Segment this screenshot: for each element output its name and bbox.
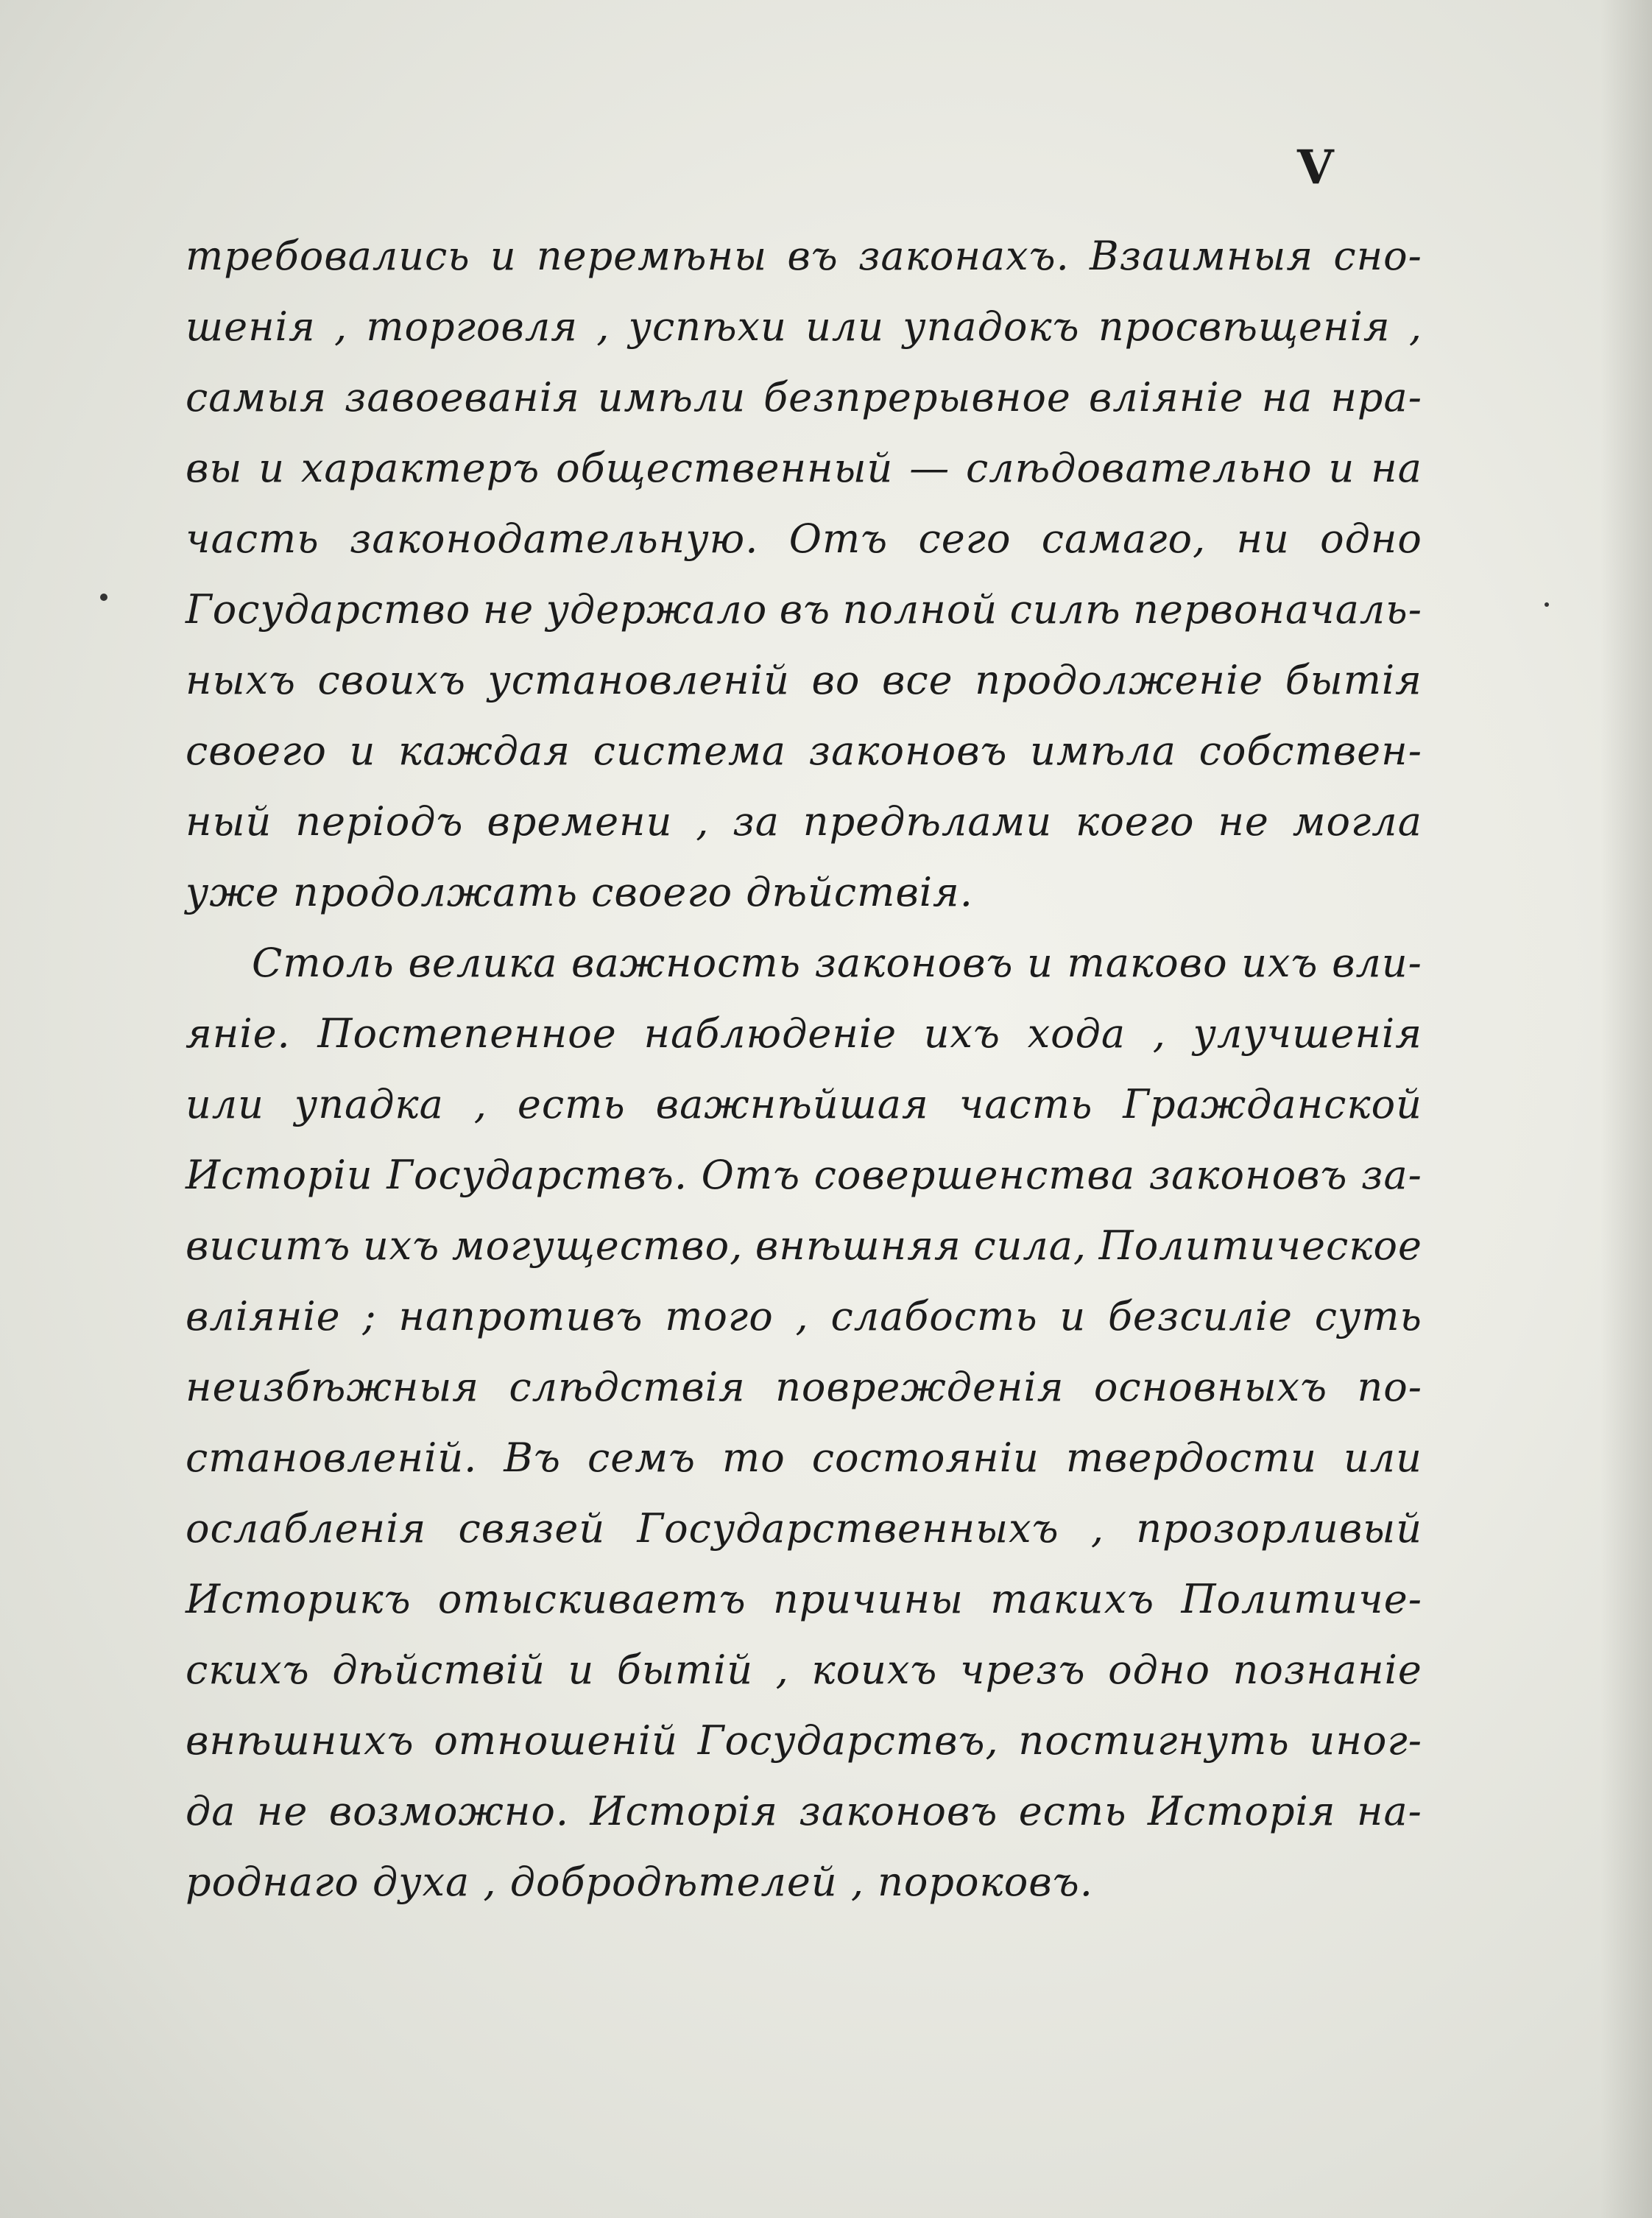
text-line: внѣшнихъ отношеній Государствъ, постигнуть иног- <box>186 1717 1422 1764</box>
paragraph <box>186 221 1422 928</box>
ink-speck <box>1545 602 1549 607</box>
text-line: яніе. Постепенное наблюденіе ихъ хода , улучшенія <box>186 1010 1422 1057</box>
ink-speck <box>100 594 107 601</box>
text-line: да не возможно. Исторія законовъ есть Исторія на- <box>186 1788 1422 1834</box>
page-edge-shadow <box>1600 0 1652 2218</box>
text-line: или упадка , есть важнѣйшая часть Гражданской <box>186 1081 1422 1127</box>
text-line: скихъ дѣйствій и бытій , коихъ чрезъ одно познаніе <box>186 1647 1422 1693</box>
text-line: вліяніе ; напротивъ того , слабость и безсиліе суть <box>186 1293 1422 1339</box>
text-line: шенія , торговля , успѣхи или упадокъ просвѣщенія , <box>186 303 1422 350</box>
text-line: ослабленія связей Государственныхъ , прозорливый <box>186 1505 1422 1552</box>
text-line: ныхъ своихъ установленій во все продолженіе бытія <box>186 657 1422 703</box>
text-line: Государство не удержало въ полной силѣ первоначаль- <box>186 586 1422 633</box>
text-line: виситъ ихъ могущество, внѣшняя сила, Политическое <box>186 1222 1422 1269</box>
body-text <box>186 221 1422 1918</box>
text-line: уже продолжать своего дѣйствія. <box>186 869 973 915</box>
text-line: неизбѣжныя слѣдствія поврежденія основныхъ по- <box>186 1364 1422 1410</box>
text-line: роднаго духа , добродѣтелей , пороковъ. <box>186 1859 1093 1905</box>
page-number: V <box>1297 140 1334 195</box>
text-line: своего и каждая система законовъ имѣла собствен- <box>186 728 1422 774</box>
text-line: Историкъ отыскиваетъ причины такихъ Политиче- <box>186 1576 1422 1622</box>
text-line: самыя завоеванія имѣли безпрерывное вліяніе на нра- <box>186 374 1422 420</box>
text-line: вы и характеръ общественный — слѣдовательно и на <box>186 445 1422 491</box>
text-line: Столь велика важность законовъ и таково ихъ вли- <box>252 940 1422 986</box>
text-line: становленій. Въ семъ то состояніи твердости или <box>186 1434 1422 1481</box>
text-line: ный періодъ времени , за предѣлами коего не могла <box>186 798 1422 845</box>
text-line: часть законодательную. Отъ сего самаго, ни одно <box>186 515 1422 562</box>
text-line: Исторіи Государствъ. Отъ совершенства законовъ за- <box>186 1152 1422 1198</box>
text-line: требовались и перемѣны въ законахъ. Взаимныя сно- <box>186 233 1422 279</box>
paragraph <box>186 928 1422 1918</box>
